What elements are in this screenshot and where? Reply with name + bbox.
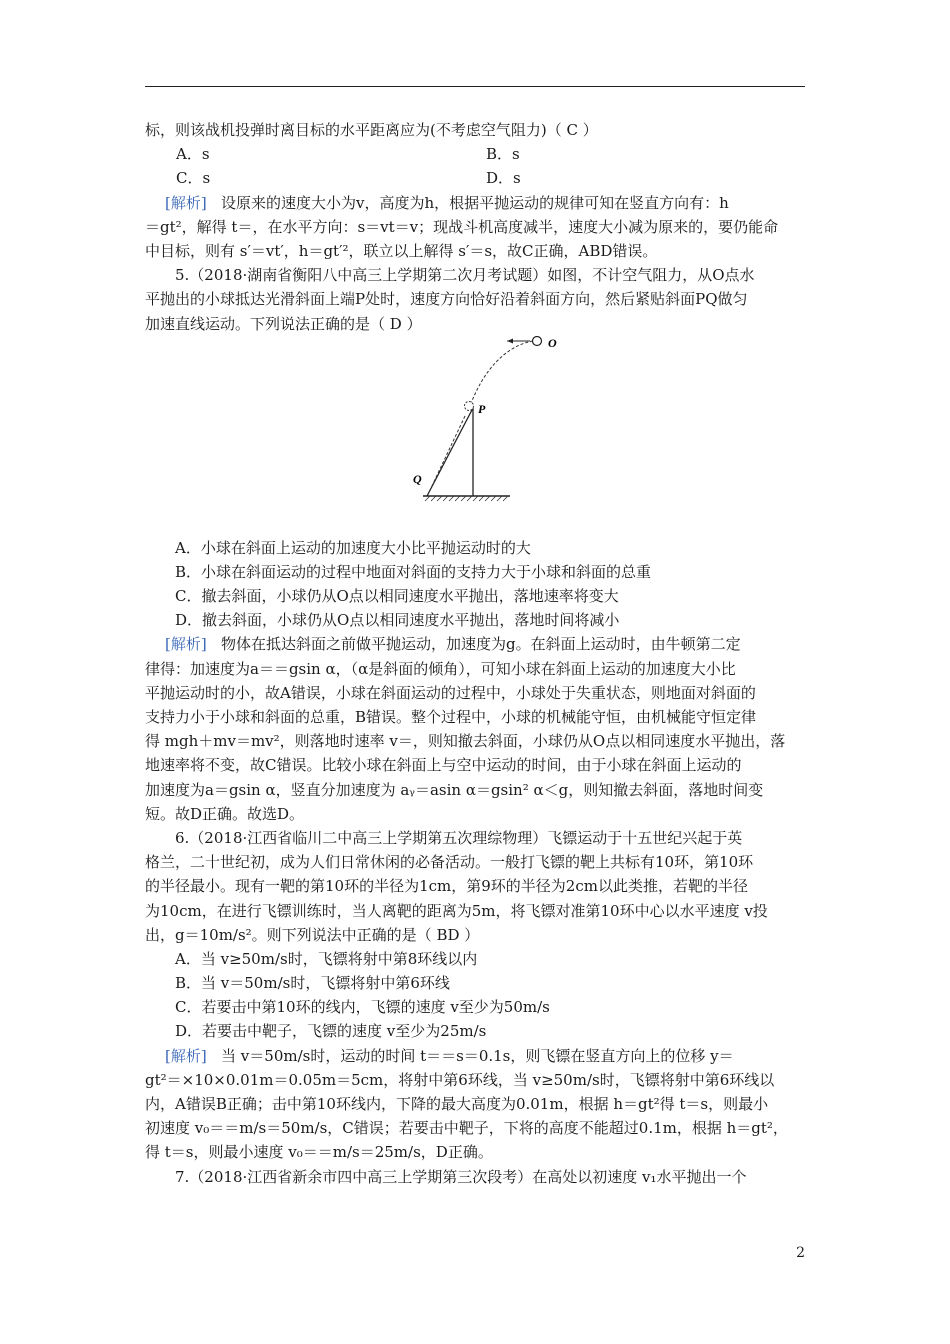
q5-analysis-line: 加速度为a＝gsin α，竖直分加速度为 aᵧ＝asin α＝gsin² α＜g，则知撤去斜面，落地时间变 — [145, 780, 764, 799]
q5-stem-line: 5.（2018·湖南省衡阳八中高三上学期第二次月考试题）如图，不计空气阻力，从O点水 — [175, 266, 755, 285]
q4-option-c: C．s — [176, 169, 211, 188]
q6-analysis-text: 当 v＝50m/s时，运动的时间 t＝＝s＝0.1s，则飞镖在竖直方向上的位移 y＝ — [221, 1046, 734, 1065]
incline-diagram — [385, 336, 585, 536]
q6-stem-line: 出，g＝10m/s²。则下列说法中正确的是（ BD ） — [145, 925, 480, 944]
q4-analysis-tag: [解析] — [165, 193, 207, 212]
q6-analysis-tag: [解析] — [165, 1046, 207, 1065]
q5-option-c: C．撤去斜面，小球仍从O点以相同速度水平抛出，落地速率将变大 — [175, 587, 619, 606]
q5-analysis-line: 支持力小于小球和斜面的总重，B错误。整个过程中，小球的机械能守恒，由机械能守恒定律 — [145, 708, 757, 726]
incline-pq — [427, 408, 473, 496]
q6-stem-line: 6.（2018·江西省临川二中高三上学期第五次理综物理）飞镖运动于十五世纪兴起于英 — [175, 828, 743, 847]
projectile-trajectory — [470, 341, 533, 406]
ball-at-p — [465, 401, 474, 410]
q6-analysis-line: 得 t＝s，则最小速度 v₀＝＝m/s＝25m/s，D正确。 — [145, 1143, 493, 1162]
q6-analysis-line: gt²＝×10×0.01m＝0.05m＝5cm，将射中第6环线，当 v≥50m/s时，飞镖将射中第6环线以 — [145, 1070, 775, 1089]
q5-analysis-text: 物体在抵达斜面之前做平抛运动，加速度为g。在斜面上运动时，由牛顿第二定 — [221, 635, 741, 654]
q6-analysis-line: 初速度 v₀＝＝m/s＝50m/s，C错误；若要击中靶子，下将的高度不能超过0.1m，根据 h＝gt²， — [145, 1119, 788, 1138]
q5-analysis-line: 平抛运动时的小，故A错误，小球在斜面运动的过程中，小球处于失重状态，则地面对斜面的 — [145, 683, 756, 702]
q4-analysis-line: 中目标，则有 s′＝vt′，h＝gt′²，联立以上解得 s′＝s，故C正确，ABD错误。 — [145, 241, 658, 260]
incline-path — [431, 416, 465, 488]
q4-analysis-line — [145, 191, 807, 215]
q5-option-d: D．撤去斜面，小球仍从O点以相同速度水平抛出，落地时间将减小 — [175, 611, 620, 630]
label-q: Q — [413, 471, 422, 486]
q5-analysis-tag: [解析] — [165, 635, 207, 654]
q6-stem-line: 为10cm，在进行飞镖训练时，当人离靶的距离为5m，将飞镖对准第10环中心以水平速度 v投 — [145, 901, 768, 920]
q5-analysis-line: 律得：加速度为a＝＝gsin α，（α是斜面的倾角），可知小球在斜面上运动的加速度大小比 — [145, 659, 736, 678]
q6-option-d: D．若要击中靶子，飞镖的速度 v至少为25m/s — [175, 1022, 487, 1041]
q4-options-row-1 — [145, 142, 807, 166]
q5-option-b: B．小球在斜面运动的过程中地面对斜面的支持力大于小球和斜面的总重 — [175, 562, 652, 581]
page-number: 2 — [796, 1245, 805, 1261]
q6-stem-line: 格兰，二十世纪初，成为人们日常休闲的必备活动。一般打飞镖的靶上共标有10环，第10环 — [145, 853, 754, 872]
q4-option-a: A．s — [176, 145, 210, 164]
page-content — [145, 118, 807, 1189]
arrow-head — [507, 338, 513, 343]
q6-stem-line: 的半径最小。现有一靶的第10环的半径为1cm，第9环的半径为2cm以此类推，若靶的半径 — [145, 877, 748, 896]
q5-analysis-line: 地速率将不变，故C错误。比较小球在斜面上与空中运动的时间，由于小球在斜面上运动的 — [145, 756, 742, 775]
q5-figure — [145, 336, 807, 536]
q4-option-d: D．s — [486, 169, 521, 188]
q5-option-a: A．小球在斜面上运动的加速度大小比平抛运动时的大 — [175, 538, 531, 557]
q6-option-c: C．若要击中第10环的线内，飞镖的速度 v至少为50m/s — [175, 998, 550, 1017]
q4-option-b: B．s — [486, 145, 520, 164]
q6-option-a: A．当 v≥50m/s时，飞镖将射中第8环线以内 — [175, 949, 478, 968]
label-o: O — [548, 335, 557, 350]
q5-analysis-line: 短。故D正确。故选D。 — [145, 804, 305, 823]
header-rule — [145, 86, 805, 87]
ball-at-o — [533, 336, 542, 345]
q6-option-b: B．当 v＝50m/s时，飞镖将射中第6环线 — [175, 974, 450, 993]
label-p: P — [478, 401, 486, 416]
q4-stem-line: 标，则该战机投弹时离目标的水平距离应为(不考虑空气阻力)（ C ） — [145, 121, 598, 139]
q6-analysis-line — [145, 1044, 807, 1068]
q5-analysis-line: 得 mgh＋mv＝mv²，则落地时速率 v＝，则知撤去斜面，小球仍从O点以相同速度水平抛出，落 — [145, 732, 786, 751]
q4-analysis-line: ＝gt²，解得 t＝，在水平方向：s＝vt＝v；现战斗机高度减半，速度大小减为原来的，要仍能命 — [145, 217, 779, 236]
q4-analysis-text: 设原来的速度大小为v，高度为h，根据平抛运动的规律可知在竖直方向有：h — [221, 193, 729, 212]
q5-stem-line: 加速直线运动。下列说法正确的是（ D ） — [145, 314, 422, 333]
q6-analysis-line: 内，A错误B正确；击中第10环线内，下降的最大高度为0.01m，根据 h＝gt²得 t＝s，则最小 — [145, 1095, 769, 1113]
q5-analysis-line — [145, 632, 807, 656]
q5-stem-line: 平抛出的小球抵达光滑斜面上端P处时，速度方向恰好沿着斜面方向，然后紧贴斜面PQ做匀 — [145, 290, 748, 309]
q4-options-row-2 — [145, 166, 807, 190]
q7-stem-line: 7.（2018·江西省新余市四中高三上学期第三次段考）在高处以初速度 v₁水平抛出一个 — [175, 1167, 747, 1186]
